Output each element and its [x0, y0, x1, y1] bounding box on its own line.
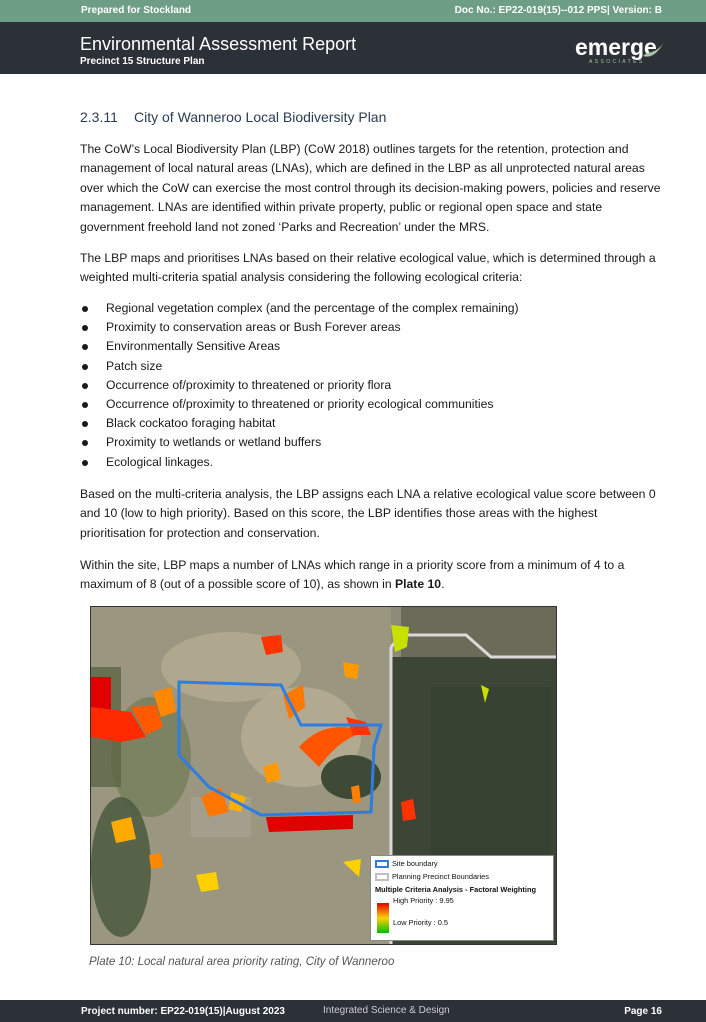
footer-tagline: Integrated Science & Design [323, 1005, 450, 1016]
paragraph-site-lna: Within the site, LBP maps a number of LNAs which range in a priority score from a minimum of 4 to a maximum of 8 (out of a possible score of 10), as shown in Plate 10. [80, 558, 625, 592]
paragraph-lbp-criteria: The LBP maps and prioritises LNAs based on their relative ecological value, which is determined through a weighted multi-criteria spatial analysis considering the following ecological criteria: [80, 251, 656, 285]
site-boundary-swatch-icon [375, 860, 389, 868]
prepared-for: Prepared for Stockland [81, 5, 192, 16]
list-item: Proximity to wetlands or wetland buffers [80, 433, 666, 452]
legend-mca-title: Multiple Criteria Analysis - Factoral Weighting [375, 885, 536, 894]
section-title: City of Wanneroo Local Biodiversity Plan [134, 109, 387, 125]
bullet-icon [82, 440, 88, 446]
bullet-icon [82, 344, 88, 350]
list-item: Black cockatoo foraging habitat [80, 414, 666, 433]
bullet-icon [82, 421, 88, 427]
list-item: Ecological linkages. [80, 453, 666, 472]
plate-reference: Plate 10 [395, 577, 442, 592]
map-legend [370, 855, 554, 941]
report-subtitle: Precinct 15 Structure Plan [80, 56, 205, 67]
emerge-logo [575, 34, 667, 66]
precinct-boundary-swatch-icon [375, 873, 389, 881]
bullet-icon [82, 402, 88, 408]
logo-wordmark: emerge [575, 34, 657, 60]
bullet-icon [82, 460, 88, 466]
legend-precinct-boundaries: Planning Precinct Boundaries [375, 872, 489, 882]
bullet-icon [82, 306, 88, 312]
page-number: Page 16 [624, 1006, 662, 1017]
document-footer [0, 1000, 706, 1022]
list-item: Regional vegetation complex (and the percentage of the complex remaining) [80, 299, 666, 318]
top-bar [0, 0, 706, 22]
priority-gradient-swatch [377, 903, 389, 933]
criteria-list [80, 299, 666, 472]
logo-swoosh-icon [641, 38, 667, 60]
list-item: Proximity to conservation areas or Bush Forever areas [80, 318, 666, 337]
logo-associates: ASSOCIATES [589, 59, 645, 65]
list-item: Occurrence of/proximity to threatened or priority flora [80, 376, 666, 395]
section-heading [80, 109, 386, 125]
list-item: Occurrence of/proximity to threatened or priority ecological communities [80, 395, 666, 414]
document-header [0, 22, 706, 74]
doc-number: Doc No.: EP22-019(15)--012 PPS| Version: B [454, 5, 662, 16]
list-item: Patch size [80, 357, 666, 376]
paragraph-lbp-intro: The CoW’s Local Biodiversity Plan (LBP) (CoW 2018) outlines targets for the retention, protection and management of local natural areas (LNAs), which are defined in the LBP as all unprotected natural areas over which the CoW can exercise the most control through its decision-making powers, policies and reserve management. LNAs are identified within private property, public or regional open space and state government freehold land not zoned ‘Parks and Recreation’ under the MRS. [80, 142, 661, 234]
legend-high-priority: High Priority : 9.95 [393, 896, 454, 905]
project-number: Project number: EP22-019(15)|August 2023 [81, 1006, 285, 1017]
bullet-icon [82, 383, 88, 389]
list-item: Environmentally Sensitive Areas [80, 337, 666, 356]
paragraph-score: Based on the multi-criteria analysis, the LBP assigns each LNA a relative ecological value score between 0 and 10 (low to high priority). Based on this score, the LBP identifies those areas with the highest prioritisation for protection and conservation. [80, 487, 656, 540]
legend-site-boundary: Site boundary [375, 859, 438, 869]
section-number: 2.3.11 [80, 109, 118, 125]
bullet-icon [82, 364, 88, 370]
report-title: Environmental Assessment Report [80, 34, 357, 54]
plate-caption: Plate 10: Local natural area priority rating, City of Wanneroo [89, 956, 395, 968]
legend-low-priority: Low Priority : 0.5 [393, 918, 449, 927]
bullet-icon [82, 325, 88, 331]
